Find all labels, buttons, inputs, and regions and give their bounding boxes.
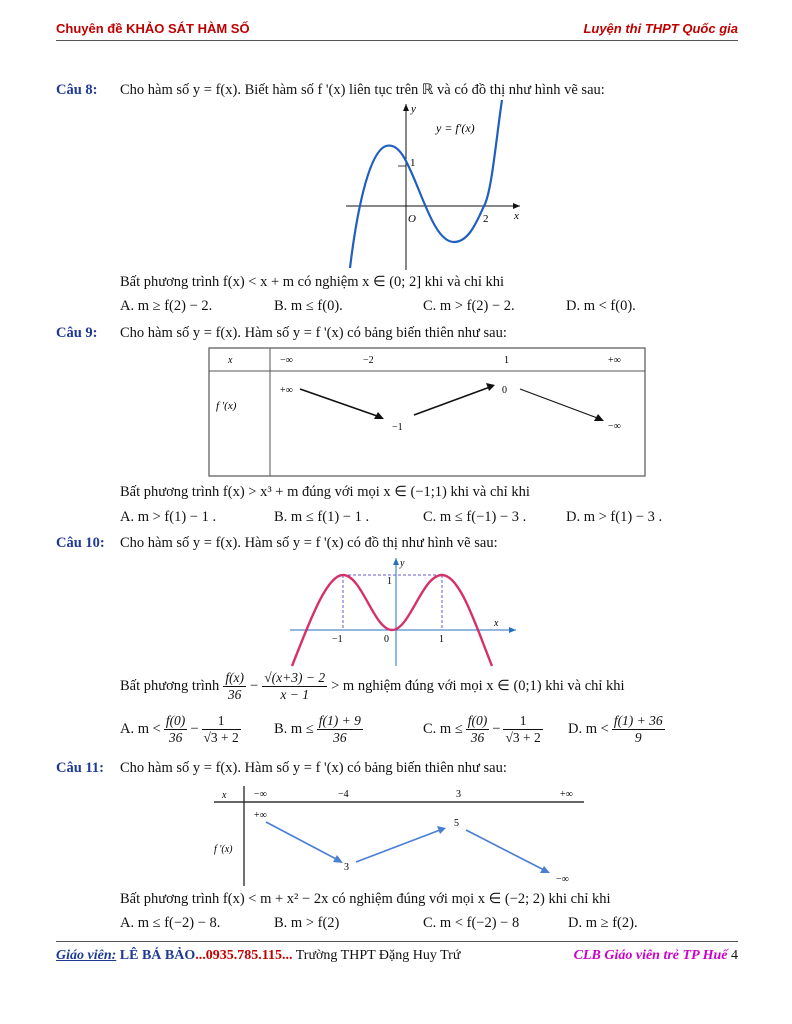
q10-stem: Cho hàm số y = f(x). Hàm số y = f '(x) có đồ thị như hình vẽ sau: <box>120 535 498 551</box>
q9-stem: Cho hàm số y = f(x). Hàm số y = f '(x) có bảng biến thiên như sau: <box>120 325 507 341</box>
q10-option-c: C. m ≤ $\frac{f(0)}{36}$ − $\frac{1}{√3 + 2}$ <box>423 713 541 745</box>
q10-frac2: $\frac{√(x+3) - 2}{x - 1}$ <box>264 670 326 702</box>
q10-graph <box>288 556 520 668</box>
q8-origin: O <box>408 213 416 225</box>
q9-x-1: −2 <box>363 355 374 366</box>
q11-y-1: 3 <box>344 862 349 873</box>
q9-x-2: 1 <box>504 355 509 366</box>
q10-tick-zero: 0 <box>384 634 389 645</box>
q9-option-a: A. m > f(1) − 1 . <box>120 509 217 525</box>
q9-x-head: x <box>228 355 233 366</box>
q8-graph <box>338 100 528 272</box>
q9-y-0: +∞ <box>280 385 293 396</box>
footer: Giáo viên: LÊ BÁ BẢO...0935.785.115... Trường THPT Đặng Huy Trứ <box>56 948 461 963</box>
q9-row-head: f '(x) <box>216 400 237 412</box>
q11-y-2: 5 <box>454 818 459 829</box>
footer-phone: 0935.785.115 <box>205 948 282 963</box>
q11-option-c: C. m < f(−2) − 8 <box>423 915 520 931</box>
q10-question: Bất phương trình $\frac{f(x)}{36}$ − $\frac{√(x+3) - 2}{x - 1}$ > m nghiệm đúng với mọi x ∈ (0;1) khi và chỉ khi <box>120 670 625 702</box>
q9-option-b: B. m ≤ f(1) − 1 . <box>274 509 370 525</box>
q10-option-a: A. m < $\frac{f(0)}{36}$ − $\frac{1}{√3 + 2}$ <box>120 713 239 745</box>
q10-frac1: $\frac{f(x)}{36}$ <box>225 670 245 702</box>
q8-curve-label: y = f'(x) <box>436 121 475 135</box>
q11-y-3: −∞ <box>556 874 569 885</box>
q10-option-b: B. m ≤ $\frac{f(1) + 9}{36}$ <box>274 713 361 745</box>
q9-question: Bất phương trình f(x) > x³ + m đúng với mọi x ∈ (−1;1) khi và chỉ khi <box>120 484 530 500</box>
q8-option-d: D. m < f(0). <box>566 298 636 314</box>
q10-tick-neg1: −1 <box>332 634 343 645</box>
q8-tick-one: 1 <box>410 157 416 169</box>
q9-y-3: −∞ <box>608 421 621 432</box>
q8-option-c: C. m > f(2) − 2. <box>423 298 515 314</box>
q11-question: Bất phương trình f(x) < m + x² − 2x có nghiệm đúng với mọi x ∈ (−2; 2) khi chỉ khi <box>120 891 611 907</box>
q11-y-0: +∞ <box>254 810 267 821</box>
q10-tick-one: 1 <box>439 634 444 645</box>
q11-x-head: x <box>222 790 227 801</box>
q9-x-3: +∞ <box>608 355 621 366</box>
q9-option-c: C. m ≤ f(−1) − 3 . <box>423 509 527 525</box>
header-subtitle: Luyện thi THPT Quốc gia <box>583 21 738 36</box>
q10-curve <box>292 575 492 666</box>
q11-x-1: −4 <box>338 789 349 800</box>
q11-label: Câu 11: <box>56 760 104 776</box>
q8-label: Câu 8: <box>56 82 98 98</box>
footer-rule <box>56 941 738 942</box>
footer-school: Trường THPT Đặng Huy Trứ <box>295 948 461 963</box>
q10-y-tick: 1 <box>387 576 392 587</box>
q11-stem: Cho hàm số y = f(x). Hàm số y = f '(x) có bảng biến thiên như sau: <box>120 760 507 776</box>
q10-y-label: y <box>400 558 405 569</box>
q8-option-b: B. m ≤ f(0). <box>274 298 343 314</box>
q9-y-2: 0 <box>502 385 507 396</box>
q10-x-label: x <box>494 618 499 629</box>
q9-label: Câu 9: <box>56 325 98 341</box>
footer-teacher: LÊ BÁ BẢO <box>119 948 196 963</box>
q11-row-head: f '(x) <box>214 844 233 855</box>
page-number: 4 <box>731 948 738 963</box>
q11-table <box>210 784 590 888</box>
q11-x-3: +∞ <box>560 789 573 800</box>
q8-curve <box>350 100 502 268</box>
footer-label: Giáo viên: <box>56 948 117 963</box>
q10-question-post: > m nghiệm đúng với mọi x ∈ (0;1) khi và chỉ khi <box>331 678 625 694</box>
q8-stem: Cho hàm số y = f(x). Biết hàm số f '(x) liên tục trên ℝ và có đồ thị như hình vẽ sau: <box>120 82 605 98</box>
q9-table <box>208 347 648 479</box>
q11-x-2: 3 <box>456 789 461 800</box>
q9-option-d: D. m > f(1) − 3 . <box>566 509 663 525</box>
q8-tick-two: 2 <box>483 213 489 225</box>
q8-option-a: A. m ≥ f(2) − 2. <box>120 298 213 314</box>
q11-option-d: D. m ≥ f(2). <box>568 915 638 931</box>
q9-y-1: −1 <box>392 422 403 433</box>
q11-option-b: B. m > f(2) <box>274 915 340 931</box>
q11-option-a: A. m ≤ f(−2) − 8. <box>120 915 221 931</box>
footer-club: CLB Giáo viên trẻ TP Huế <box>573 948 728 963</box>
header-title: Chuyên đề KHẢO SÁT HÀM SỐ <box>56 21 250 36</box>
q8-question: Bất phương trình f(x) < x + m có nghiệm x ∈ (0; 2] khi và chỉ khi <box>120 274 504 290</box>
q11-x-0: −∞ <box>254 789 267 800</box>
q10-label: Câu 10: <box>56 535 105 551</box>
q8-y-label: y <box>411 103 416 115</box>
q10-question-pre: Bất phương trình <box>120 678 220 694</box>
footer-right <box>574 948 738 964</box>
q9-x-0: −∞ <box>280 355 293 366</box>
q8-x-label: x <box>514 210 519 222</box>
q10-option-d: D. m < $\frac{f(1) + 36}{9}$ <box>568 713 663 745</box>
header-rule <box>56 40 738 41</box>
